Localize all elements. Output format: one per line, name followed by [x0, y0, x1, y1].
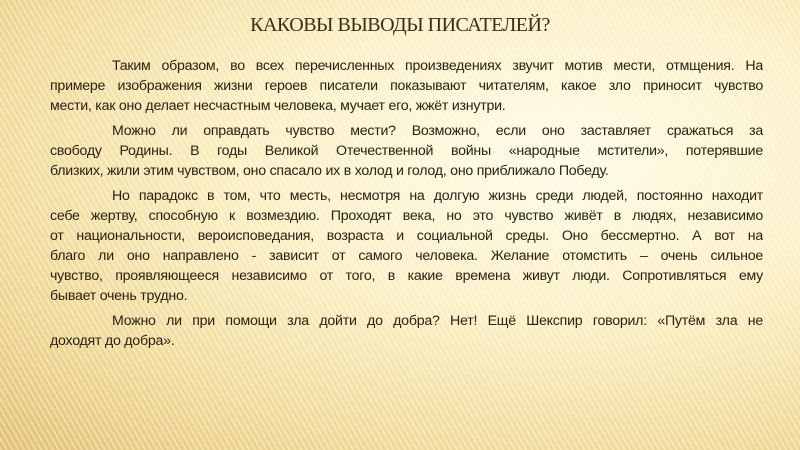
text-line: свободу Родины. В годы Великой Отечественной войны «народные мстители», потерявшие: [50, 143, 763, 159]
text-line: от национальности, вероисповедания, возраста и социальной среды. Оно бессмертно. А вот на: [50, 228, 763, 244]
text-line: бывает очень трудно.: [50, 288, 188, 304]
text-line: доходят до добра».: [50, 333, 175, 349]
paragraph: [50, 121, 763, 181]
text-line: чувство, проявляющееся независимо от того, в какие времена живут люди. Сопротивляться ему: [50, 268, 763, 284]
text-line: мести, как оно делает несчастным человека, мучает его, жжёт изнутри.: [50, 98, 506, 114]
text-line: благо ли оно направлено - зависит от самого человека. Желание отомстить – очень сильное: [50, 248, 763, 264]
text-line: себе жертву, способную к возмездию. Проходят века, но это чувство живёт в людях, независимо: [50, 208, 763, 224]
paragraph: [50, 186, 763, 306]
slide-body: [50, 56, 763, 356]
text-line: Таким образом, во всех перечисленных произведениях звучит мотив мести, отмщения. На: [112, 58, 763, 74]
text-line: примере изображения жизни героев писатели показывают читателям, какое зло приносит чувство: [50, 78, 763, 94]
slide-title: КАКОВЫ ВЫВОДЫ ПИСАТЕЛЕЙ?: [250, 14, 550, 36]
paragraph: [50, 56, 763, 116]
text-line: Но парадокс в том, что месть, несмотря на долгую жизнь среди людей, постоянно находит: [112, 188, 763, 204]
text-line: Можно ли оправдать чувство мести? Возможно, если оно заставляет сражаться за: [112, 123, 763, 139]
paragraph: [50, 311, 763, 351]
text-line: близких, жили этим чувством, оно спасало их в холод и голод, оно приближало Победу.: [50, 163, 609, 179]
text-line: Можно ли при помощи зла дойти до добра? Нет! Ещё Шекспир говорил: «Путём зла не: [112, 313, 763, 329]
